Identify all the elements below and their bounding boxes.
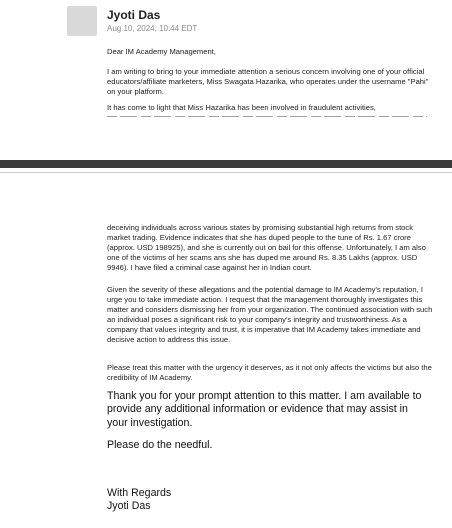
email-paragraph: I am writing to bring to your immediate attention a serious concern involving one of your official educators/affiliate marketers, Miss Swagata Hazarika, who operates under the username "Pahi" on your platform.: [107, 67, 429, 96]
email-greeting: Dear IM Academy Management,: [107, 47, 216, 56]
email-paragraph-large: Please do the needful.: [107, 439, 213, 451]
email-paragraph: Given the severity of these allegations and the potential damage to IM Academy's reputation, I urge you to take immediate action. I request that the management thoroughly investigates this matter and considers dismissing her from your organization. The continued association with such an individual poses a significant risk to your company's integrity and trustworthiness. As a company that values integrity and trust, it is imperative that IM Academy takes immediate and decisive action to address this issue.: [107, 285, 433, 344]
email-paragraph-large: Thank you for your prompt attention to this matter. I am available to provide any additional information or evidence that may assist in your investigation.: [107, 390, 422, 429]
avatar[interactable]: [67, 6, 97, 36]
sender-name[interactable]: Jyoti Das: [107, 8, 161, 22]
email-paragraph: deceiving individuals across various states by promising substantial high returns from stock market trading. Evidence indicates that she has duped people to the tune of Rs. 1.67 crore (approx. USD 198925), and she is currently out on bail for this offense. Unfortunately, I am also one of the victims of her scams ans she has duped me around Rs. 8.35 Lakhs (approx. USD 9946). I have filed a criminal case against her in Indian court.: [107, 223, 426, 272]
signature-name: Jyoti Das: [107, 500, 151, 512]
email-view-bottom: [0, 173, 452, 528]
email-date: Aug 10, 2024, 10:44 EDT: [107, 24, 198, 33]
sign-off: With Regards: [107, 487, 172, 499]
email-view-top: [0, 0, 452, 160]
email-paragraph: Please treat this matter with the urgency it deserves, as it not only affects the victims but also the credibility of IM Academy.: [107, 363, 432, 382]
screenshot-divider: [0, 160, 452, 168]
email-paragraph: It has come to light that Miss Hazarika has been involved in fraudulent activities,: [107, 103, 376, 112]
cropped-text-line: [107, 115, 427, 118]
